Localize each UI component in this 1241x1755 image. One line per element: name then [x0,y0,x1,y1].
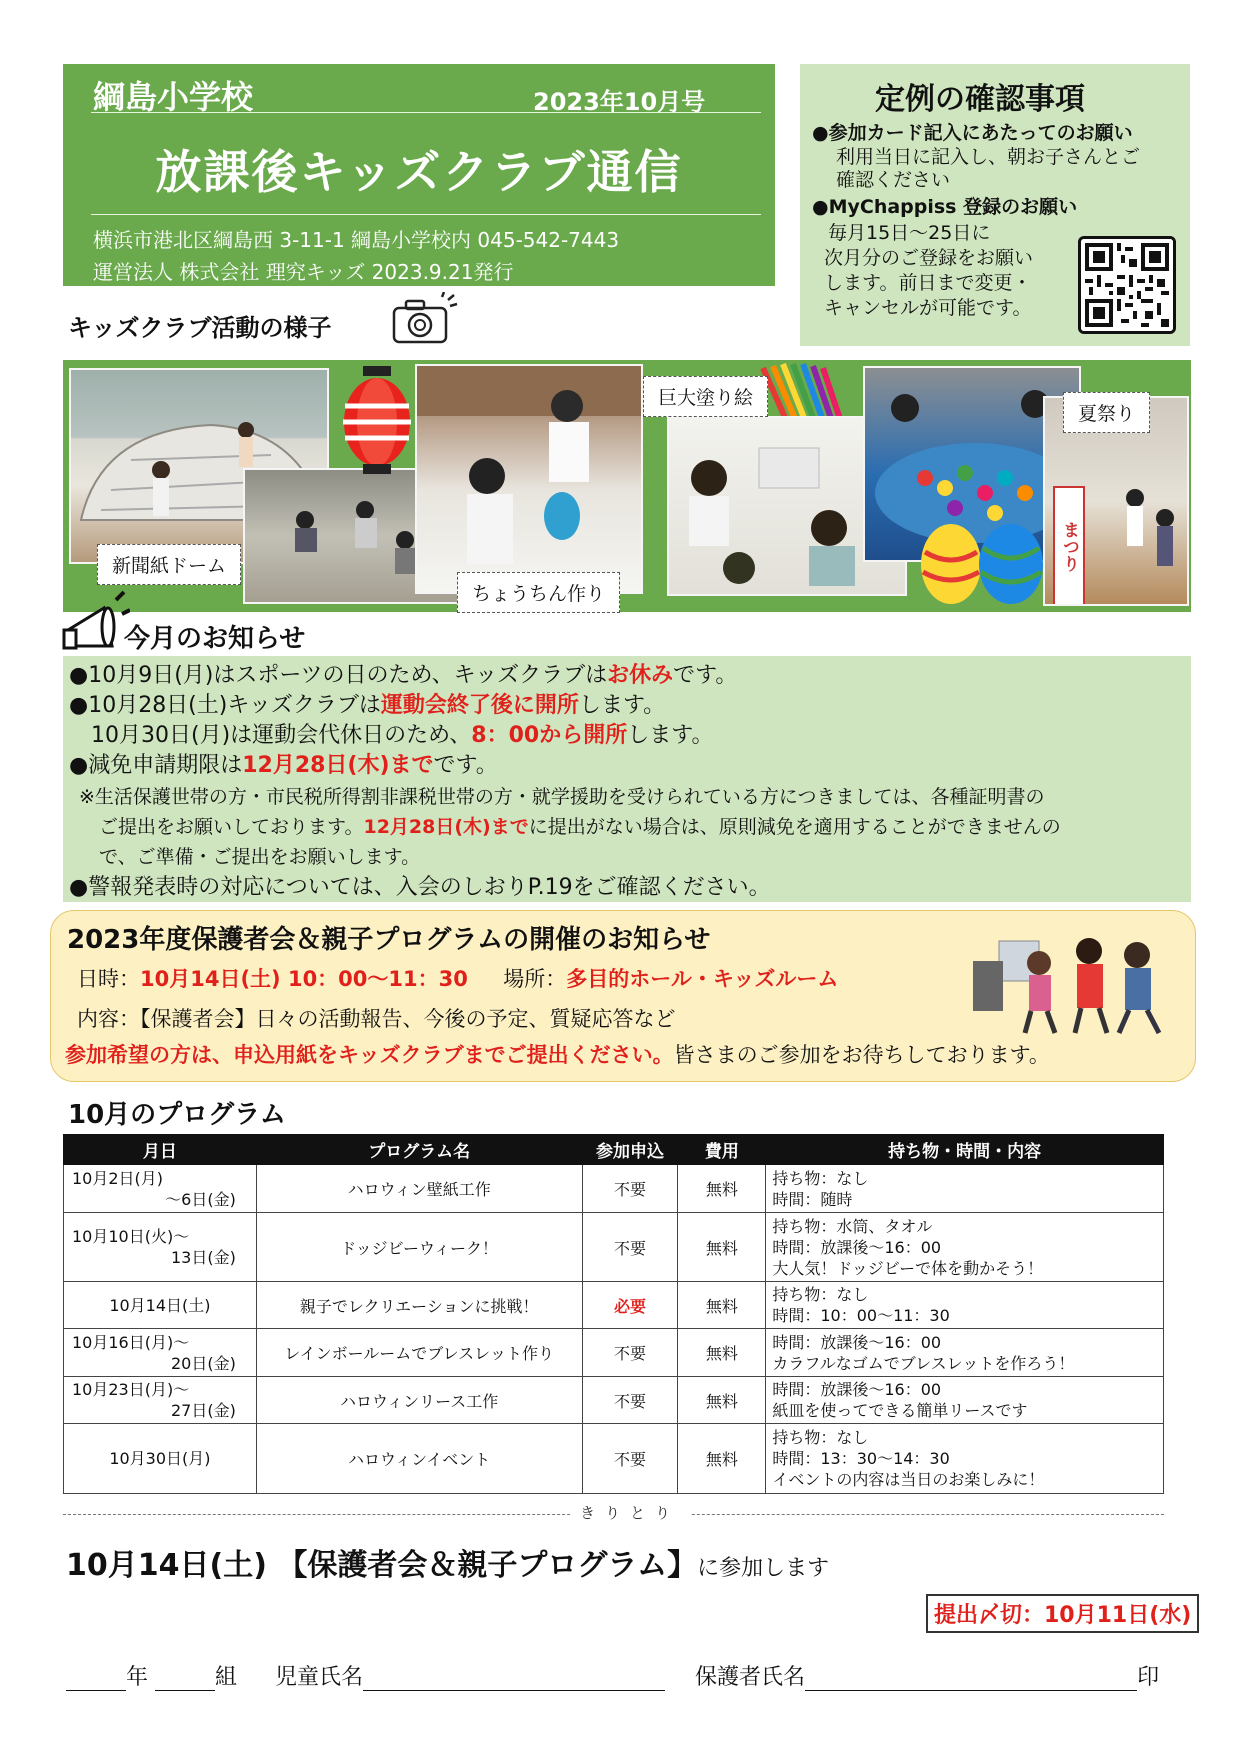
row-apply: 必要 [582,1282,678,1329]
notice-line: ●減免申請期限は12月28日(木)までです。 [69,753,498,778]
newsletter-header [63,64,775,286]
table-row [64,1329,1164,1377]
col-header-details: 持ち物・時間・内容 [766,1135,1164,1165]
notice-line: ●警報発表時の対応については、入会のしおりP.19をご確認ください。 [69,875,771,900]
header-divider [91,214,761,215]
table-row [64,1424,1164,1494]
row-program-name: レインボールームでブレスレット作り [256,1329,582,1377]
lantern-making-photo [415,364,643,594]
rules-title: 定例の確認事項 [875,82,1085,117]
qr-code[interactable] [1078,236,1176,334]
program-heading: 10月のプログラム [68,1100,286,1130]
child-name-field[interactable] [363,1667,665,1691]
row-details: 持ち物：なし 時間：10：00～11：30 [766,1282,1164,1329]
activity-photo-strip [63,360,1191,612]
festival-sign: まつり [1053,486,1085,606]
rules-item-text: 確認ください [836,169,951,191]
row-apply: 不要 [582,1213,678,1282]
publisher-line: 運営法人 株式会社 理究キッズ 2023.9.21発行 [93,260,514,284]
photo-caption: 巨大塗り絵 [643,376,768,417]
row-program-name: ハロウィンリース工作 [256,1377,582,1424]
row-fee: 無料 [678,1377,766,1424]
water-balloon-icon [911,508,1051,616]
row-fee: 無料 [678,1165,766,1213]
row-date: 10月2日(月) ～6日(金) [64,1165,257,1213]
row-program-name: ハロウィンイベント [256,1424,582,1494]
row-program-name: 親子でレクリエーションに挑戦！ [256,1282,582,1329]
table-row [64,1165,1164,1213]
header-divider [91,112,761,113]
photo-caption: 新聞紙ドーム [97,544,241,585]
row-program-name: ハロウィン壁紙工作 [256,1165,582,1213]
photo-caption: ちょうちん作り [457,572,620,613]
notice-note: ご提出をお願いしております。12月28日(木)までに提出がない場合は、原則減免を適用することができませんの [99,816,1061,838]
cut-line-label: きりとり [570,1502,690,1523]
table-row [64,1282,1164,1329]
row-date: 10月23日(月)～ 27日(金) [64,1377,257,1424]
rules-item-text: 次月分のご登録をお願い [824,247,1034,269]
col-header-apply: 参加申込 [582,1135,678,1165]
row-program-name: ドッジビーウィーク！ [256,1213,582,1282]
rules-item-heading: ●MyChappiss 登録のお願い [812,196,1078,218]
seal-label: 印 [1137,1665,1160,1690]
rules-item-text: 毎月15日～25日に [828,222,991,244]
table-row [64,1213,1164,1282]
row-fee: 無料 [678,1282,766,1329]
notice-note: で、ご準備・ご提出をお願いします。 [99,846,421,868]
activity-heading: キッズクラブ活動の様子 [68,314,332,342]
megaphone-icon [60,590,130,666]
newsletter-title: 放課後キッズクラブ通信 [155,145,683,199]
row-fee: 無料 [678,1424,766,1494]
parents-walking-icon [969,921,1169,1045]
school-address: 横浜市港北区綱島西 3-11-1 綱島小学校内 045-542-7443 [93,228,620,252]
program-table [63,1134,1164,1494]
row-details: 時間：放課後～16：00 カラフルなゴムでブレスレットを作ろう！ [766,1329,1164,1377]
event-announcement-box [50,910,1196,1082]
event-date-place: 日時：10月14日(土) 10：00～11：30 場所：多目的ホール・キッズルーム [77,967,839,991]
issue-date: 2023年10月号 [533,88,706,116]
event-title: 2023年度保護者会＆親子プログラムの開催のお知らせ [67,925,711,955]
child-name-label: 児童氏名 [275,1665,364,1690]
col-header-name: プログラム名 [256,1135,582,1165]
regular-rules-box [800,64,1190,346]
col-header-date: 月日 [64,1135,257,1165]
parent-name-label: 保護者氏名 [695,1665,806,1690]
table-row [64,1377,1164,1424]
row-apply: 不要 [582,1424,678,1494]
row-date: 10月10日(火)～ 13日(金) [64,1213,257,1282]
col-header-fee: 費用 [678,1135,766,1165]
notice-heading: 今月のお知らせ [124,624,306,654]
class-field[interactable] [155,1667,215,1691]
notice-line: ●10月28日(土)キッズクラブは運動会終了後に開所します。 [69,693,666,718]
grade-label: 年 [126,1665,149,1690]
row-details: 時間：放課後～16：00 紙皿を使ってできる簡単リースです [766,1377,1164,1424]
row-apply: 不要 [582,1329,678,1377]
school-name: 綱島小学校 [93,78,254,116]
notice-line: ●10月9日(月)はスポーツの日のため、キッズクラブはお休みです。 [69,663,738,688]
notice-note: ※生活保護世帯の方・市民税所得割非課税世帯の方・就学援助を受けられている方につきましては、各種証明書の [79,786,1045,808]
row-date: 10月30日(月) [64,1424,257,1494]
rules-item-text: します。前日まで変更・ [824,272,1032,294]
event-content: 内容：【保護者会】日々の活動報告、今後の予定、質疑応答など [77,1007,676,1031]
rules-item-heading: ●参加カード記入にあたってのお願い [812,122,1133,144]
rules-item-text: キャンセルが可能です。 [824,297,1032,319]
form-fields [66,1660,1159,1691]
row-details: 持ち物：なし 時間：13：30～14：30 イベントの内容は当日のお楽しみに！ [766,1424,1164,1494]
row-fee: 無料 [678,1329,766,1377]
notice-line: 10月30日(月)は運動会代休日のため、8：00から開所します。 [91,723,714,748]
monthly-notice-box [63,656,1191,902]
lantern-icon [339,366,415,482]
camera-icon [388,292,458,352]
row-date: 10月14日(土) [64,1282,257,1329]
form-title: 10月14日(土) 【保護者会＆親子プログラム】に参加します [66,1548,830,1583]
parent-name-field[interactable] [805,1667,1137,1691]
row-details: 持ち物：なし 時間：随時 [766,1165,1164,1213]
submission-deadline: 提出〆切：10月11日(水) [926,1594,1199,1633]
row-apply: 不要 [582,1165,678,1213]
row-details: 持ち物：水筒、タオル 時間：放課後～16：00 大人気！ドッジビーで体を動かそう！ [766,1213,1164,1282]
event-apply-note: 参加希望の方は、申込用紙をキッズクラブまでご提出ください。皆さまのご参加をお待ちしております。 [65,1043,1050,1067]
rules-item-text: 利用当日に記入し、朝お子さんとご [836,146,1141,168]
grade-field[interactable] [66,1667,126,1691]
row-fee: 無料 [678,1213,766,1282]
class-label: 組 [215,1665,238,1690]
row-apply: 不要 [582,1377,678,1424]
photo-caption: 夏祭り [1063,392,1150,433]
row-date: 10月16日(月)～ 20日(金) [64,1329,257,1377]
